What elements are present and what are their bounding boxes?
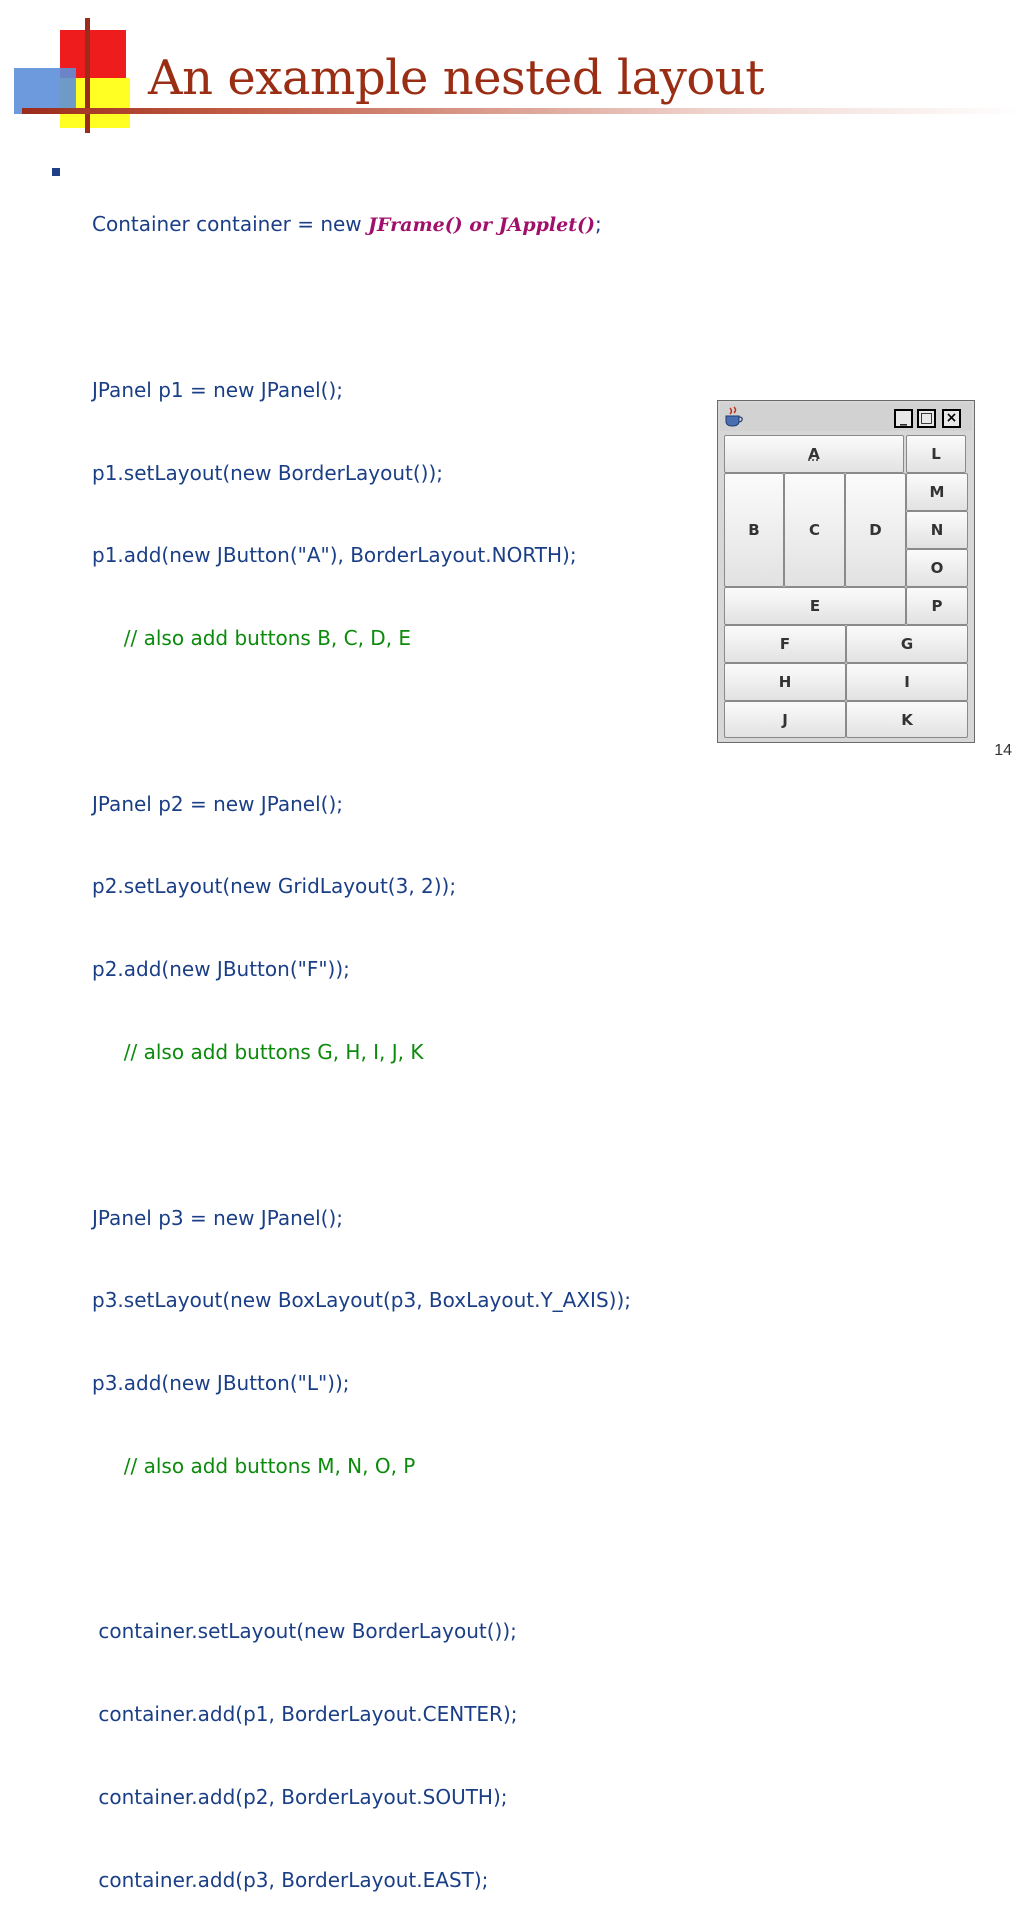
button-l[interactable]: L [906,435,966,473]
slide-title: An example nested layout [148,50,765,106]
code-line: p1.add(new JButton("A"), BorderLayout.NORTH); [92,543,577,568]
button-g[interactable]: G [846,625,968,663]
window-titlebar[interactable] [720,403,972,431]
button-j[interactable]: J [724,701,846,738]
button-k[interactable]: K [846,701,968,738]
code-line: container.add(p1, BorderLayout.CENTER); [92,1702,518,1727]
button-c[interactable]: C [784,473,845,587]
code-comment: // also add buttons B, C, D, E [92,626,412,651]
button-d[interactable]: D [845,473,906,587]
code-line [92,708,631,736]
page-number: 14 [994,742,1012,759]
maximize-button[interactable]: □ [917,409,936,428]
button-a[interactable]: A [724,435,904,473]
code-block [92,156,631,1922]
minimize-button[interactable]: _ [894,409,913,428]
code-line: p3.setLayout(new BoxLayout(p3, BoxLayout.Y_AXIS)); [92,1288,631,1313]
code-line: JPanel p1 = new JPanel(); [92,377,343,402]
button-f[interactable]: F [724,625,846,663]
logo-vertical-line [85,18,90,133]
code-comment: // also add buttons M, N, O, P [92,1453,416,1478]
button-p[interactable]: P [906,587,968,625]
button-e[interactable]: E [724,587,906,625]
button-n[interactable]: N [906,511,968,549]
button-m[interactable]: M [906,473,968,511]
button-b[interactable]: B [724,473,784,587]
button-o[interactable]: O [906,549,968,587]
emphasis-text: JFrame() or JApplet() [368,214,595,237]
code-line [92,294,631,322]
java-window [717,400,975,743]
code-line: p1.setLayout(new BorderLayout()); [92,460,444,485]
button-h[interactable]: H [724,663,846,701]
code-line [92,1536,631,1564]
close-button[interactable]: × [942,409,961,428]
button-i[interactable]: I [846,663,968,701]
code-line: p3.add(new JButton("L")); [92,1371,350,1396]
code-line: JPanel p2 = new JPanel(); [92,791,343,816]
bullet-icon [52,168,60,176]
java-coffee-icon [724,406,744,428]
code-line: p2.setLayout(new GridLayout(3, 2)); [92,874,457,899]
code-line: JPanel p3 = new JPanel(); [92,1205,343,1230]
code-line: container.setLayout(new BorderLayout()); [92,1619,517,1644]
code-line-1: Container container = new JFrame() or JApplet(); [92,212,602,237]
code-line: container.add(p2, BorderLayout.SOUTH); [92,1785,508,1810]
code-line: container.add(p3, BorderLayout.EAST); [92,1867,489,1892]
title-underline [22,108,1022,114]
code-line: p2.add(new JButton("F")); [92,957,350,982]
code-line [92,1122,631,1150]
code-comment: // also add buttons G, H, I, J, K [92,1040,424,1064]
